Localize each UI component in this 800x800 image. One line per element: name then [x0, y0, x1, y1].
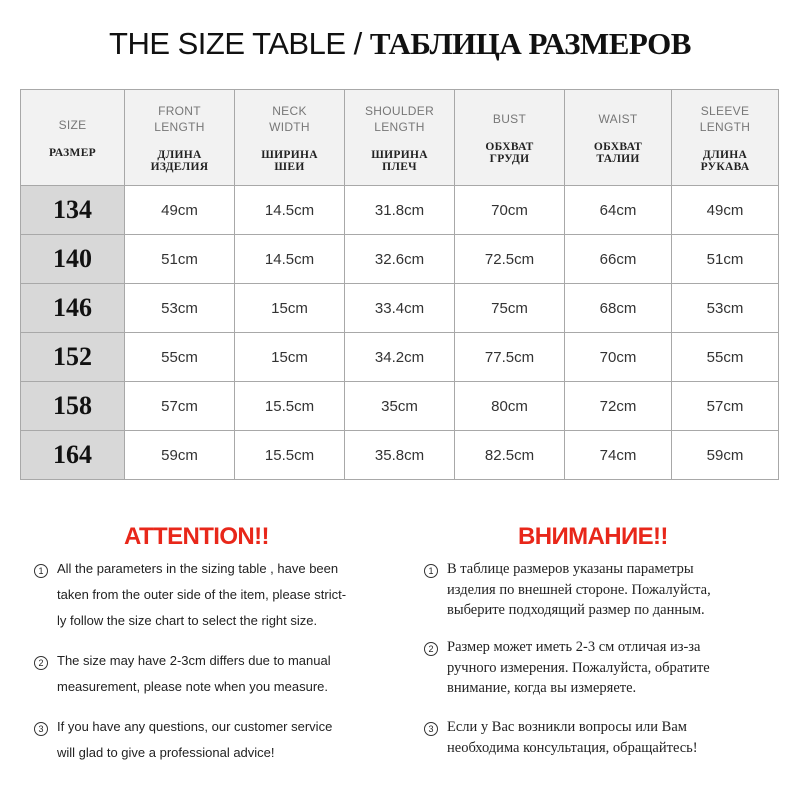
measurement-cell: 53cm: [125, 284, 235, 333]
header-label-en: SIZE: [58, 117, 87, 132]
size-cell: [21, 382, 125, 431]
header-label-ru: ШИРИНА ШЕИ: [261, 148, 318, 173]
attention-note: [424, 719, 784, 758]
measurement-cell: 14.5cm: [235, 186, 345, 235]
table-row: [21, 382, 779, 431]
note-line: If you have any questions, our customer service: [57, 719, 333, 734]
measurement-cell: 59cm: [125, 431, 235, 480]
measurement-cell: 51cm: [672, 235, 779, 284]
size-cell: [21, 333, 125, 382]
attention-heading-ru: ВНИМАНИЕ!!: [518, 523, 668, 550]
measurement-cell: 51cm: [125, 235, 235, 284]
measurement-cell: 53cm: [672, 284, 779, 333]
measurement-cell: 68cm: [565, 284, 672, 333]
note-text: [57, 556, 346, 634]
measurement-cell: 64cm: [565, 186, 672, 235]
note-text: [447, 717, 698, 758]
table-row: [21, 333, 779, 382]
note-line: All the parameters in the sizing table , have been: [57, 561, 339, 576]
title-ru: ТАБЛИЦА РАЗМЕРОВ: [369, 26, 691, 61]
measurement-cell: 77.5cm: [455, 333, 565, 382]
note-text: [57, 714, 332, 766]
note-line: ручного измерения. Пожалуйста, обратите: [447, 659, 710, 676]
note-text: [57, 648, 331, 700]
attention-note: [424, 639, 784, 699]
measurement-cell: 75cm: [455, 284, 565, 333]
circled-number-icon: 1: [34, 564, 48, 578]
table-row: [21, 431, 779, 480]
note-line: The size may have 2-3cm differs due to manual: [57, 653, 331, 668]
note-line: выберите подходящий размер по данным.: [447, 602, 705, 618]
measurement-cell: 14.5cm: [235, 235, 345, 284]
note-line: Размер может иметь 2-3 см отличая из-за: [447, 639, 701, 655]
measurement-cell: 72cm: [565, 382, 672, 431]
note-line: изделия по внешней стороне. Пожалуйста,: [447, 581, 711, 598]
header-label-en: SHOULDER LENGTH: [364, 103, 435, 134]
table-header-cell: [672, 90, 779, 186]
measurement-cell: 74cm: [565, 431, 672, 480]
attention-heading-en: ATTENTION!!: [124, 523, 269, 550]
measurement-cell: 33.4cm: [345, 284, 455, 333]
size-cell: [21, 235, 125, 284]
note-line: необходима консультация, обращайтесь!: [447, 739, 698, 756]
attention-note: [34, 561, 379, 634]
circled-number-icon: 3: [34, 722, 48, 736]
page-title: [0, 26, 800, 62]
measurement-cell: 49cm: [672, 186, 779, 235]
note-line: Если у Вас возникли вопросы или Вам: [447, 719, 687, 735]
measurement-cell: 34.2cm: [345, 333, 455, 382]
measurement-cell: 70cm: [565, 333, 672, 382]
measurement-cell: 57cm: [125, 382, 235, 431]
measurement-cell: 70cm: [455, 186, 565, 235]
measurement-cell: 55cm: [672, 333, 779, 382]
size-value: 158: [53, 391, 92, 420]
header-label-en: FRONT LENGTH: [154, 103, 205, 134]
size-value: 164: [53, 440, 92, 469]
table-header-cell: [235, 90, 345, 186]
measurement-cell: 15cm: [235, 333, 345, 382]
measurement-cell: 55cm: [125, 333, 235, 382]
header-label-ru: ОБХВАТ ГРУДИ: [485, 140, 534, 165]
note-line: taken from the outer side of the item, please strict-: [57, 587, 347, 602]
table-row: [21, 235, 779, 284]
measurement-cell: 35cm: [345, 382, 455, 431]
header-label-en: SLEEVE LENGTH: [699, 103, 751, 134]
header-label-ru: ДЛИНА РУКАВА: [700, 148, 750, 173]
header-label-en: BUST: [492, 111, 527, 126]
measurement-cell: 35.8cm: [345, 431, 455, 480]
circled-number-icon: 2: [34, 656, 48, 670]
header-label-ru: ОБХВАТ ТАЛИИ: [593, 140, 643, 165]
size-table-body: [21, 90, 779, 480]
size-value: 146: [53, 293, 92, 322]
note-line: will glad to give a professional advice!: [57, 745, 275, 760]
header-label-en: WAIST: [598, 111, 638, 126]
table-row: [21, 186, 779, 235]
note-text: [447, 559, 711, 621]
measurement-cell: 59cm: [672, 431, 779, 480]
table-header-row: [21, 90, 779, 186]
header-label-ru: ШИРИНА ПЛЕЧ: [371, 148, 428, 173]
table-header-cell: [125, 90, 235, 186]
measurement-cell: 66cm: [565, 235, 672, 284]
circled-number-icon: 1: [424, 564, 438, 578]
size-cell: [21, 186, 125, 235]
measurement-cell: 80cm: [455, 382, 565, 431]
size-value: 152: [53, 342, 92, 371]
note-line: measurement, please note when you measure.: [57, 679, 328, 694]
table-row: [21, 284, 779, 333]
table-header-cell: [565, 90, 672, 186]
measurement-cell: 15cm: [235, 284, 345, 333]
header-label-en: NECK WIDTH: [269, 103, 310, 134]
measurement-cell: 15.5cm: [235, 431, 345, 480]
circled-number-icon: 2: [424, 642, 438, 656]
measurement-cell: 49cm: [125, 186, 235, 235]
attention-note: [34, 653, 379, 700]
header-label-ru: ДЛИНА ИЗДЕЛИЯ: [150, 148, 209, 173]
table-header-cell: [21, 90, 125, 186]
measurement-cell: 72.5cm: [455, 235, 565, 284]
attention-note: [424, 561, 784, 621]
table-header-cell: [455, 90, 565, 186]
measurement-cell: 57cm: [672, 382, 779, 431]
measurement-cell: 15.5cm: [235, 382, 345, 431]
circled-number-icon: 3: [424, 722, 438, 736]
measurement-cell: 32.6cm: [345, 235, 455, 284]
measurement-cell: 82.5cm: [455, 431, 565, 480]
note-line: внимание, когда вы измеряете.: [447, 680, 637, 696]
note-line: ly follow the size chart to select the right size.: [57, 613, 318, 628]
size-table: [20, 89, 779, 480]
size-value: 140: [53, 244, 92, 273]
table-header-cell: [345, 90, 455, 186]
header-label-ru: РАЗМЕР: [49, 146, 96, 159]
attention-note: [34, 719, 379, 766]
size-cell: [21, 431, 125, 480]
note-text: [447, 637, 710, 699]
note-line: В таблице размеров указаны параметры: [447, 561, 694, 577]
size-cell: [21, 284, 125, 333]
size-value: 134: [53, 195, 92, 224]
measurement-cell: 31.8cm: [345, 186, 455, 235]
title-en: THE SIZE TABLE /: [109, 26, 370, 61]
